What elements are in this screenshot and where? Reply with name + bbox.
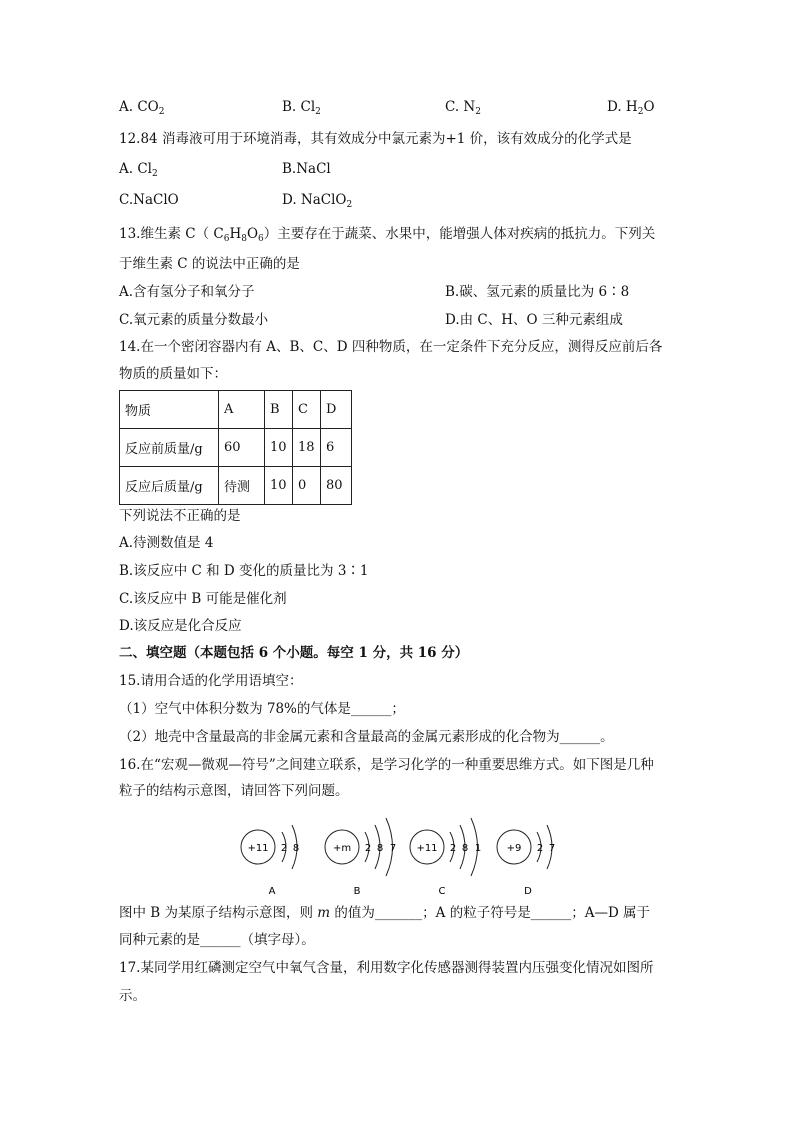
q15-item-1: （1）空气中体积分数为 78%的气体是______； xyxy=(119,701,405,717)
q12-option-b: B.NaCl xyxy=(282,161,331,177)
table-cell: 待测 xyxy=(219,467,265,505)
q13-option-c: C.氧元素的质量分数最小 xyxy=(119,312,269,328)
q15-item-2: （2）地壳中含量最高的非金属元素和含量最高的金属元素形成的化合物为______。 xyxy=(119,729,614,745)
particle-d xyxy=(497,825,555,897)
table-cell: 0 xyxy=(293,467,321,505)
particle-structure-diagram xyxy=(230,808,570,898)
table-cell: 物质 xyxy=(120,391,219,429)
particle-label: A xyxy=(268,886,276,897)
table-row xyxy=(120,429,352,467)
shell-count: 2 xyxy=(536,843,544,854)
q11-option-d: D. $H_2O$ xyxy=(607,99,655,117)
q14-stem-line2: 物质的质量如下： xyxy=(119,366,227,382)
shell-count: 8 xyxy=(292,843,300,854)
q14-option-d: D.该反应是化合反应 xyxy=(119,618,242,634)
q17-stem-line2: 示。 xyxy=(119,988,146,1004)
shell-count: 2 xyxy=(364,843,372,854)
q12-stem: 12.84 消毒液可用于环境消毒，其有效成分中氯元素为+1 价，该有效成分的化学式是 xyxy=(119,131,632,147)
particle-label: D xyxy=(524,886,532,897)
shell-count: 2 xyxy=(449,843,457,854)
particle-b xyxy=(325,818,396,897)
shell-count: 8 xyxy=(376,843,384,854)
nucleus-charge: +9 xyxy=(506,843,522,854)
q13-stem-line1: 13.维生素 C（ $C_6H_8O_6$）主要存在于蔬菜、水果中，能增强人体对疾病的抵抗力。下列关 xyxy=(119,226,656,244)
shell-count: 7 xyxy=(389,843,397,854)
particle-label: C xyxy=(438,886,446,897)
table-cell: C xyxy=(293,391,321,429)
particle-c xyxy=(410,818,481,897)
q16-answer-line2: 同种元素的是______（填字母）。 xyxy=(119,932,315,948)
table-cell: 60 xyxy=(219,429,265,467)
shell-count: 8 xyxy=(461,843,469,854)
table-cell: 80 xyxy=(321,467,352,505)
table-cell: 10 xyxy=(265,467,293,505)
q11-option-a: A. $CO_2$ xyxy=(119,99,165,117)
table-cell: B xyxy=(265,391,293,429)
q16-answer-line1: 图中 B 为某原子结构示意图，则 m 的值为_______；A 的粒子符号是______；A—D 属于 xyxy=(119,905,651,921)
q12-option-d: D. NaClO$_2$ xyxy=(282,192,353,210)
q14-question: 下列说法不正确的是 xyxy=(119,508,241,524)
table-cell: 反应前质量/g xyxy=(120,429,219,467)
q13-option-b: B.碳、氢元素的质量比为 6∶8 xyxy=(445,284,630,300)
q12-option-c: C.NaClO xyxy=(119,192,179,208)
q14-option-a: A.待测数值是 4 xyxy=(119,535,214,551)
q13-stem-line2: 于维生素 C 的说法中正确的是 xyxy=(119,256,300,272)
table-cell: 反应后质量/g xyxy=(120,467,219,505)
q14-mass-table xyxy=(119,390,352,505)
table-cell: 10 xyxy=(265,429,293,467)
q17-stem-line1: 17.某同学用红磷测定空气中氧气含量，利用数字化传感器测得装置内压强变化情况如图所 xyxy=(119,960,654,976)
q13-option-d: D.由 C、H、O 三种元素组成 xyxy=(445,312,623,328)
q16-stem-line1: 16.在“宏观—微观—符号”之间建立联系，是学习化学的一种重要思维方式。如下图是几种 xyxy=(119,757,654,773)
particle-label: B xyxy=(353,886,361,897)
table-row xyxy=(120,391,352,429)
q15-stem: 15.请用合适的化学用语填空： xyxy=(119,673,303,689)
q11-option-c: C. $N_2$ xyxy=(445,99,481,117)
table-cell: A xyxy=(219,391,265,429)
shell-count: 7 xyxy=(548,843,556,854)
particle-a xyxy=(241,825,299,897)
q14-stem-line1: 14.在一个密闭容器内有 A、B、C、D 四种物质，在一定条件下充分反应，测得反应前后各 xyxy=(119,339,663,355)
shell-count: 1 xyxy=(474,843,482,854)
nucleus-charge: +11 xyxy=(247,843,269,854)
q14-option-c: C.该反应中 B 可能是催化剂 xyxy=(119,591,287,607)
shell-count: 2 xyxy=(280,843,288,854)
nucleus-charge: +11 xyxy=(416,843,438,854)
q13-option-a: A.含有氢分子和氧分子 xyxy=(119,284,255,300)
q11-option-b: B. $Cl_2$ xyxy=(282,99,321,117)
table-cell: 18 xyxy=(293,429,321,467)
section-header: 二、填空题（本题包括 6 个小题。每空 1 分，共 16 分） xyxy=(119,645,469,661)
table-row xyxy=(120,467,352,505)
table-cell: D xyxy=(321,391,352,429)
q16-stem-line2: 粒子的结构示意图，请回答下列问题。 xyxy=(119,783,349,799)
q14-option-b: B.该反应中 C 和 D 变化的质量比为 3∶1 xyxy=(119,563,369,579)
table-cell: 6 xyxy=(321,429,352,467)
nucleus-charge: +m xyxy=(332,843,352,854)
q12-option-a: A. $Cl_2$ xyxy=(119,161,158,179)
